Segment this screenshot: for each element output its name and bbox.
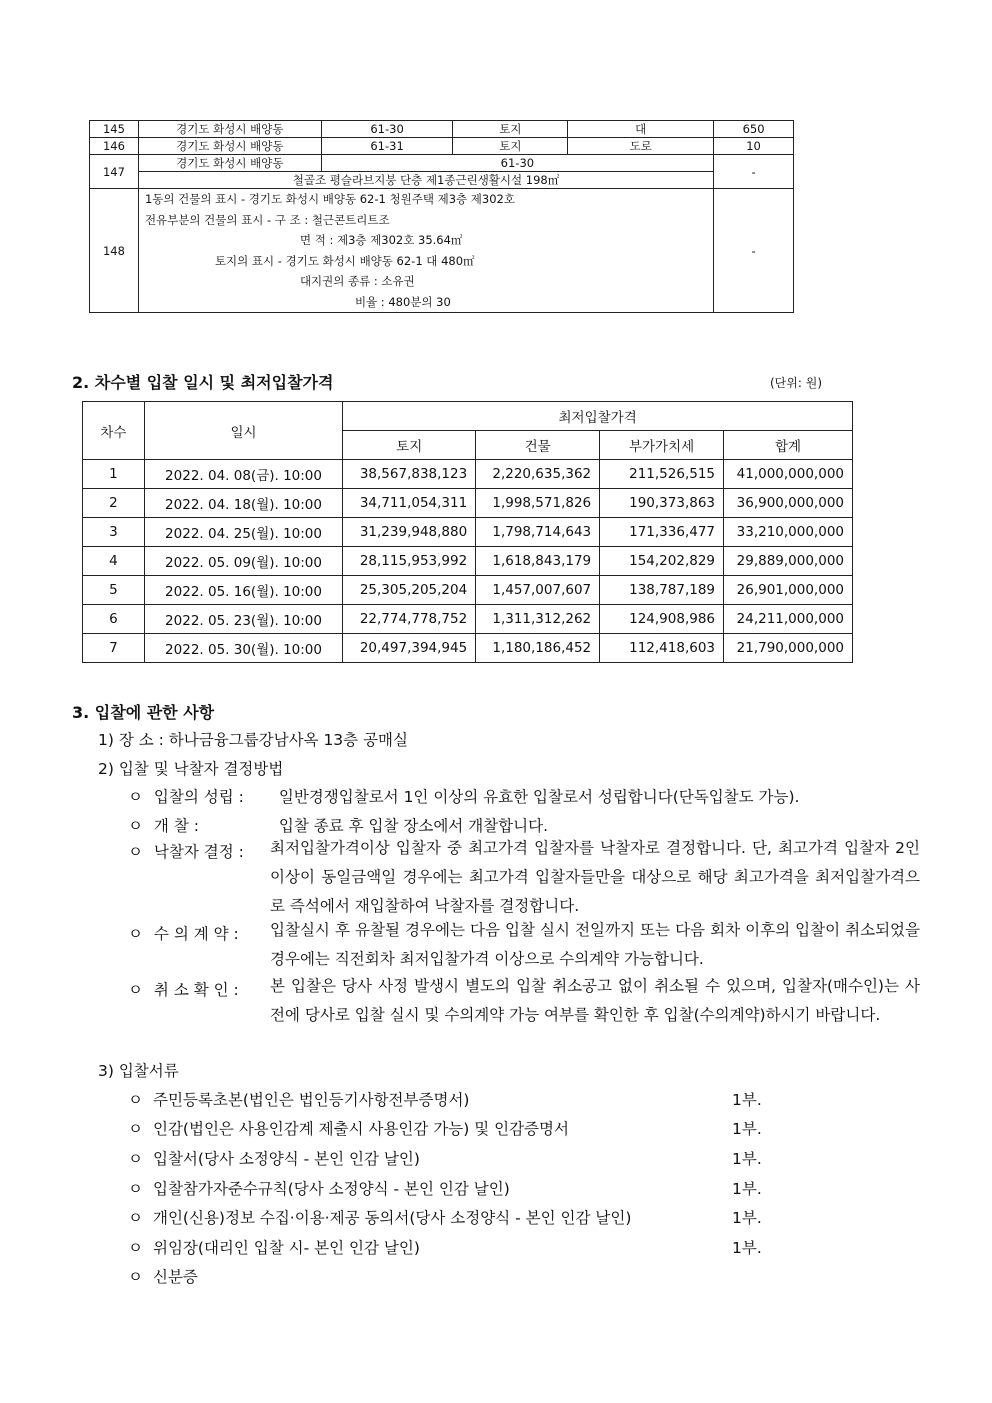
item-label: 낙찰자 결정 : — [153, 843, 244, 861]
bullet-icon: ㅇ — [128, 1091, 143, 1109]
round-cell: 2 — [83, 489, 145, 518]
building-cell: 철골조 평슬라브지붕 단층 제1종근린생활시설 198㎡ — [138, 172, 713, 189]
bid-item — [128, 814, 548, 836]
doc-item — [128, 1117, 569, 1139]
total-cell: 36,900,000,000 — [724, 489, 853, 518]
building-cell: 1,618,843,179 — [476, 547, 600, 576]
land-cell: 38,567,838,123 — [343, 460, 476, 489]
land-cell: 28,115,953,992 — [343, 547, 476, 576]
description-line: 전유부분의 건물의 표시 - 구 조 : 철근콘트리트조 — [144, 212, 390, 227]
doc-item — [128, 1236, 420, 1258]
datetime-cell: 2022. 04. 08(금). 10:00 — [144, 460, 342, 489]
method-title: 2) 입찰 및 낙찰자 결정방법 — [98, 760, 284, 778]
section-title: 2. 차수별 입찰 일시 및 최저입찰가격 — [72, 373, 334, 392]
dash-cell: - — [714, 189, 794, 313]
bullet-icon: ㅇ — [128, 1150, 143, 1168]
datetime-cell: 2022. 04. 18(월). 10:00 — [144, 489, 342, 518]
doc-name: 입찰서(당사 소정양식 - 본인 인감 날인) — [152, 1150, 420, 1168]
bullet-icon: ㅇ — [128, 1120, 143, 1138]
use-cell: 대 — [568, 121, 714, 138]
doc-qty: 1부. — [732, 1091, 762, 1109]
doc-name: 신분증 — [152, 1268, 198, 1286]
description-line: 토지의 표시 - 경기도 화성시 배양동 62-1 대 480㎡ — [214, 253, 475, 268]
row-number: 147 — [90, 155, 139, 189]
doc-qty: 1부. — [732, 1150, 762, 1168]
item-text: 입찰 종료 후 입찰 장소에서 개찰합니다. — [278, 817, 548, 835]
datetime-cell: 2022. 05. 16(월). 10:00 — [144, 576, 342, 605]
total-cell: 24,211,000,000 — [724, 605, 853, 634]
row-number: 148 — [90, 189, 139, 313]
kind-cell: 토지 — [453, 121, 568, 138]
address-cell: 경기도 화성시 배양동 — [138, 121, 321, 138]
header-round: 차수 — [83, 402, 145, 460]
doc-qty: 1부. — [732, 1239, 762, 1257]
round-cell: 3 — [83, 518, 145, 547]
round-cell: 1 — [83, 460, 145, 489]
land-cell: 31,239,948,880 — [343, 518, 476, 547]
bullet-icon: ㅇ — [128, 1180, 143, 1198]
address-cell: 경기도 화성시 배양동 — [138, 138, 321, 155]
total-cell: 33,210,000,000 — [724, 518, 853, 547]
bullet-icon: ㅇ — [128, 981, 143, 999]
lot-cell: 61-30 — [321, 121, 453, 138]
item-label: 개 찰 : — [153, 817, 199, 835]
section-title: 3. 입찰에 관한 사항 — [72, 703, 215, 722]
table-row — [90, 121, 794, 138]
description-line: 대지권의 종류 : 소유권 — [299, 274, 415, 288]
kind-cell: 토지 — [453, 138, 568, 155]
item-label: 입찰의 성립 : — [153, 788, 244, 806]
unit-label: (단위: 원) — [770, 376, 822, 390]
doc-name: 입찰참가자준수규칙(당사 소정양식 - 본인 인감 날인) — [152, 1180, 510, 1198]
place-line: 1) 장 소 : 하나금융그룹강남사옥 13층 공매실 — [98, 731, 408, 749]
datetime-cell: 2022. 05. 30(월). 10:00 — [144, 634, 342, 663]
doc-name: 개인(신용)정보 수집·이용·제공 동의서(당사 소정양식 - 본인 인감 날인) — [152, 1209, 632, 1227]
round-cell: 4 — [83, 547, 145, 576]
building-cell: 1,798,714,643 — [476, 518, 600, 547]
bullet-icon: ㅇ — [128, 1239, 143, 1257]
land-cell: 25,305,205,204 — [343, 576, 476, 605]
vat-cell: 138,787,189 — [600, 576, 724, 605]
dash-cell: - — [714, 155, 794, 189]
vat-cell: 124,908,986 — [600, 605, 724, 634]
building-cell: 1,998,571,826 — [476, 489, 600, 518]
header-min-price: 최저입찰가격 — [343, 402, 853, 431]
bullet-icon: ㅇ — [128, 788, 143, 806]
building-cell: 1,311,312,262 — [476, 605, 600, 634]
datetime-cell: 2022. 04. 25(월). 10:00 — [144, 518, 342, 547]
doc-qty: 1부. — [732, 1120, 762, 1138]
item-text: 일반경쟁입찰로서 1인 이상의 유효한 입찰로서 성립합니다(단독입찰도 가능). — [278, 788, 800, 806]
doc-item — [128, 1088, 469, 1110]
lot-cell: 61-30 — [321, 155, 713, 172]
vat-cell: 190,373,863 — [600, 489, 724, 518]
doc-item — [128, 1206, 631, 1228]
description-line: 비율 : 480분의 30 — [354, 294, 451, 309]
doc-name: 인감(법인은 사용인감계 제출시 사용인감 가능) 및 인감증명서 — [152, 1120, 569, 1138]
table-row — [90, 172, 794, 189]
header-vat: 부가가치세 — [600, 431, 724, 460]
doc-item — [128, 1177, 510, 1199]
vat-cell: 112,418,603 — [600, 634, 724, 663]
description-line: 1동의 건물의 표시 - 경기도 화성시 배양동 62-1 청원주택 제3층 제302호 — [144, 192, 515, 206]
vat-cell: 154,202,829 — [600, 547, 724, 576]
vat-cell: 171,336,477 — [600, 518, 724, 547]
row-number: 146 — [90, 138, 139, 155]
item-text: 입찰실시 후 유찰될 경우에는 다음 입찰 실시 전일까지 또는 다음 회차 이후의 입찰이 취소되었을 경우에는 직전회차 최저입찰가격 이상으로 수의계약 가능합니다. — [270, 921, 920, 968]
bid-item — [128, 978, 274, 1000]
lot-cell: 61-31 — [321, 138, 453, 155]
total-cell: 29,889,000,000 — [724, 547, 853, 576]
bid-item — [128, 840, 274, 862]
round-cell: 5 — [83, 576, 145, 605]
doc-qty: 1부. — [732, 1180, 762, 1198]
table-row — [83, 518, 853, 547]
bid-item — [128, 922, 274, 944]
area-cell: 650 — [714, 121, 794, 138]
total-cell: 26,901,000,000 — [724, 576, 853, 605]
item-text: 본 입찰은 당사 사정 발생시 별도의 입찰 취소공고 없이 취소될 수 있으며, 입찰자(매수인)는 사전에 당사로 입찰 실시 및 수의계약 가능 여부를 확인한 후 입찰(수의계약)하시기 바랍니다. — [270, 977, 920, 1024]
bullet-icon: ㅇ — [128, 817, 143, 835]
table-row — [83, 576, 853, 605]
bullet-icon: ㅇ — [128, 843, 143, 861]
address-cell: 경기도 화성시 배양동 — [138, 155, 321, 172]
table-row — [83, 547, 853, 576]
land-cell: 34,711,054,311 — [343, 489, 476, 518]
table-row — [90, 155, 794, 172]
property-table — [89, 120, 794, 313]
land-cell: 22,774,778,752 — [343, 605, 476, 634]
table-row — [83, 605, 853, 634]
item-text: 최저입찰가격이상 입찰자 중 최고가격 입찰자를 낙찰자로 결정합니다. 단, 최고가격 입찰자 2인 이상이 동일금액일 경우에는 최고가격 입찰자들만을 대상으로 해당 최고가격을 최저입찰가격으로 즉석에서 재입찰하여 낙찰자를 결정합니다. — [270, 839, 920, 915]
total-cell: 41,000,000,000 — [724, 460, 853, 489]
docs-title: 3) 입찰서류 — [98, 1062, 179, 1080]
header-land: 토지 — [343, 431, 476, 460]
bullet-icon: ㅇ — [128, 925, 143, 943]
description-line: 면 적 : 제3층 제302호 35.64㎡ — [299, 233, 463, 247]
use-cell: 도로 — [568, 138, 714, 155]
doc-item — [128, 1265, 198, 1287]
vat-cell: 211,526,515 — [600, 460, 724, 489]
round-cell: 6 — [83, 605, 145, 634]
table-row — [90, 138, 794, 155]
doc-qty: 1부. — [732, 1209, 762, 1227]
doc-item — [128, 1147, 420, 1169]
row-number: 145 — [90, 121, 139, 138]
header-datetime: 일시 — [144, 402, 342, 460]
bullet-icon: ㅇ — [128, 1209, 143, 1227]
building-cell: 1,457,007,607 — [476, 576, 600, 605]
area-cell: 10 — [714, 138, 794, 155]
building-cell: 2,220,635,362 — [476, 460, 600, 489]
table-row — [83, 634, 853, 663]
price-table — [82, 401, 853, 663]
header-building: 건물 — [476, 431, 600, 460]
bullet-icon: ㅇ — [128, 1268, 143, 1286]
datetime-cell: 2022. 05. 23(월). 10:00 — [144, 605, 342, 634]
land-cell: 20,497,394,945 — [343, 634, 476, 663]
round-cell: 7 — [83, 634, 145, 663]
item-label: 수 의 계 약 : — [153, 925, 239, 943]
datetime-cell: 2022. 05. 09(월). 10:00 — [144, 547, 342, 576]
header-row — [83, 402, 853, 431]
doc-name: 주민등록초본(법인은 법인등기사항전부증명서) — [152, 1091, 470, 1109]
total-cell: 21,790,000,000 — [724, 634, 853, 663]
building-description — [138, 189, 713, 313]
header-total: 합계 — [724, 431, 853, 460]
table-row — [83, 489, 853, 518]
doc-name: 위임장(대리인 입찰 시- 본인 인감 날인) — [152, 1239, 420, 1257]
bid-item — [128, 785, 799, 807]
building-cell: 1,180,186,452 — [476, 634, 600, 663]
table-row — [90, 189, 794, 313]
item-label: 취 소 확 인 : — [153, 981, 239, 999]
table-row — [83, 460, 853, 489]
